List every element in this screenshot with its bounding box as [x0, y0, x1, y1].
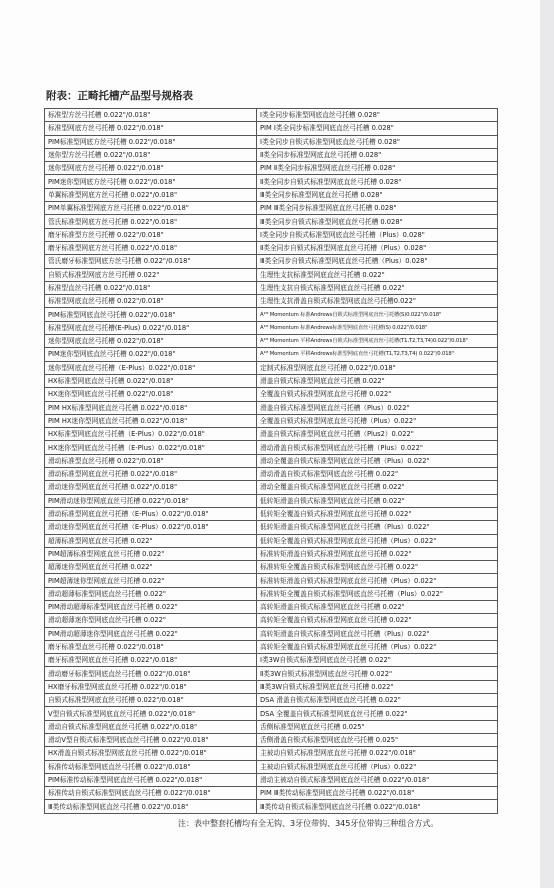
cell-right: DSA 全覆盖自锁式标准型网底直丝弓托槽 0.022": [257, 707, 498, 720]
cell-right: 标准转矩全覆盖自锁式标准型网底直丝弓托槽 0.022": [257, 561, 498, 574]
cell-right: 滑盖自锁式标准型网底直丝弓托槽（Plus2）0.022": [257, 428, 498, 441]
table-row: [45, 109, 498, 122]
cell-left: PIM HX迷你型网底直丝弓托槽 0.022"/0.018": [45, 414, 257, 427]
cell-left: PIM迷你型网底直丝弓托槽 0.022"/0.018": [45, 348, 257, 361]
table-row: [45, 547, 498, 560]
cell-right: A¹ᴹ Momentum 标准Andrews自锁式标准型网底直丝弓托槽(S)0.022"/0.018": [257, 308, 498, 321]
cell-right: 低转矩滑盖自锁式标准型网底直丝弓托槽（Plus）0.022": [257, 521, 498, 534]
cell-left: PIM单翼标准型网底方丝弓托槽 0.022"/0.018": [45, 202, 257, 215]
cell-left: HX迷你型网底直丝弓托槽 0.022"/0.018": [45, 388, 257, 401]
cell-right: Ⅲ类全同步自锁式标准型网底直丝弓托槽（Plus）0.028": [257, 255, 498, 268]
table-row: [45, 507, 498, 520]
table-row: [45, 241, 498, 254]
cell-right: 主被动自锁式标准型网底直丝弓托槽（Plus）0.022": [257, 760, 498, 773]
table-row: [45, 401, 498, 414]
table-row: [45, 228, 498, 241]
cell-right: 高转矩滑盖自锁式标准型网底直丝弓托槽 0.022": [257, 600, 498, 613]
cell-left: 滑动迷你型网底直丝弓托槽（E-Plus）0.022"/0.018": [45, 521, 257, 534]
table-row: [45, 773, 498, 786]
table-row: [45, 667, 498, 680]
cell-left: 自锁式标准型网底直丝弓托槽 0.022"/0.018": [45, 694, 257, 707]
cell-right: Ⅰ类全同步自锁式标准型网底直丝弓托槽 0.028": [257, 135, 498, 148]
cell-left: PIM超薄标准型网底直丝弓托槽 0.022": [45, 547, 257, 560]
cell-right: 标准转矩滑盖自锁式标准型网底直丝弓托槽 0.022": [257, 547, 498, 560]
cell-right: Ⅱ类全同步自锁式标准型网底直丝弓托槽 0.028": [257, 175, 498, 188]
cell-left: 管氏磨牙标准型网底方丝弓托槽 0.022"/0.018": [45, 255, 257, 268]
cell-left: 滑动迷你型网底直丝弓托槽 0.022"/0.018": [45, 481, 257, 494]
cell-right: 高转矩全覆盖自锁式标准型网底直丝弓托槽（Plus）0.022": [257, 640, 498, 653]
table-row: [45, 800, 498, 813]
table-row: [45, 348, 498, 361]
table-row: [45, 521, 498, 534]
cell-right: 滑动全覆盖自锁式标准型网底直丝弓托槽 0.022": [257, 481, 498, 494]
table-row: [45, 388, 498, 401]
cell-right: 滑盖自锁式标准型网底直丝弓托槽（Plus）0.022": [257, 401, 498, 414]
cell-left: HX磨牙标准型网底直丝弓托槽 0.022"/0.018": [45, 680, 257, 693]
table-row: [45, 215, 498, 228]
spec-table: [44, 108, 498, 814]
cell-left: 滑动自锁式标准型网底直丝弓托槽 0.022"/0.018": [45, 720, 257, 733]
table-row: [45, 640, 498, 653]
cell-left: HX标准型网底直丝弓托槽 0.022"/0.018": [45, 374, 257, 387]
cell-left: 滑动V型自锁式标准型网底直丝弓托槽 0.022"/0.018": [45, 733, 257, 746]
cell-right: PIM Ⅱ类全同步标准型网底直丝弓托槽 0.028": [257, 162, 498, 175]
cell-right: 高转矩全覆盖自锁式标准型网底直丝弓托槽 0.022": [257, 614, 498, 627]
spec-table-body: [45, 109, 498, 814]
cell-right: 低转矩全覆盖自锁式标准型网底直丝弓托槽（Plus）0.022": [257, 534, 498, 547]
cell-left: HX迷你型网底直丝弓托槽（E-Plus）0.022"/0.018": [45, 441, 257, 454]
cell-right: 滑动主被动自锁式标准型网底直丝弓托槽 0.022"/0.018": [257, 773, 498, 786]
table-row: [45, 188, 498, 201]
cell-right: A¹ᴹ Momentum 标准Andrews标准型网底直丝弓托槽(S) 0.022"/0.018": [257, 321, 498, 334]
cell-left: 磨牙标准型直丝弓托槽 0.022"/0.018": [45, 640, 257, 653]
cell-right: Ⅲ类全同步标准型网底直丝弓托槽 0.028": [257, 188, 498, 201]
cell-left: 标准传动自锁式标准型网底直丝弓托槽 0.022"/0.018": [45, 787, 257, 800]
cell-right: DSA 滑盖自锁式标准型网底直丝弓托槽 0.022": [257, 694, 498, 707]
cell-right: 定制式标准型网底直丝弓托槽 0.022"/0.018": [257, 361, 498, 374]
table-row: [45, 441, 498, 454]
table-row: [45, 335, 498, 348]
cell-right: 滑动滑盖自锁式标准型网底直丝弓托槽 0.022": [257, 468, 498, 481]
cell-right: 舌侧滑盖自锁式标准型网底直丝弓托槽 0.025": [257, 733, 498, 746]
cell-right: Ⅱ类3W自锁式标准型网底直丝弓托槽 0.022": [257, 667, 498, 680]
cell-right: 主被动自锁式标准型网底直丝弓托槽 0.022"/0.018": [257, 747, 498, 760]
table-row: [45, 747, 498, 760]
table-row: [45, 654, 498, 667]
cell-left: 滑动标准型网底直丝弓托槽（E-Plus）0.022"/0.018": [45, 507, 257, 520]
footnote: 注：表中整套托槽均有全无钩、3牙位带钩、345牙位带钩三种组合方式。: [178, 819, 439, 828]
cell-right: 滑盖自锁式标准型网底直丝弓托槽 0.022": [257, 374, 498, 387]
table-row: [45, 122, 498, 135]
cell-right: 全覆盖自锁式标准型网底直丝弓托槽（Plus）0.022": [257, 414, 498, 427]
cell-left: 超薄迷你型网底直丝弓托槽 0.022": [45, 561, 257, 574]
table-row: [45, 162, 498, 175]
cell-right: PIM Ⅲ类全同步标准型网底直丝弓托槽 0.028": [257, 202, 498, 215]
cell-right: 低转矩全覆盖自锁式标准型网底直丝弓托槽 0.022": [257, 507, 498, 520]
cell-left: HX滑盖自锁式标准型网底直丝弓托槽 0.022"/0.018": [45, 747, 257, 760]
cell-left: 迷你型网底直丝弓托槽 0.022"/0.018": [45, 335, 257, 348]
cell-right: 标准转矩全覆盖自锁式标准型网底直丝弓托槽（Plus）0.022": [257, 587, 498, 600]
cell-left: 磨牙标准型网底直丝弓托槽 0.022"/0.018": [45, 654, 257, 667]
cell-right: 滑动全覆盖自锁式标准型网底直丝弓托槽（Plus）0.022": [257, 454, 498, 467]
cell-left: 自锁式标准型网底方丝弓托槽 0.022": [45, 268, 257, 281]
cell-left: 标准型直丝弓托槽 0.022"/0.018": [45, 281, 257, 294]
table-row: [45, 720, 498, 733]
cell-right: Ⅱ类全同步标准型网底直丝弓托槽 0.028": [257, 148, 498, 161]
cell-right: 标准转矩滑盖自锁式标准型网底直丝弓托槽（Plus）0.022": [257, 574, 498, 587]
table-row: [45, 481, 498, 494]
cell-right: Ⅲ类3W自锁式标准型网底直丝弓托槽 0.022": [257, 680, 498, 693]
table-row: [45, 148, 498, 161]
cell-left: 迷你型网底直丝弓托槽（E-Plus）0.022"/0.018": [45, 361, 257, 374]
cell-right: 高转矩滑盖自锁式标准型网底直丝弓托槽（Plus）0.022": [257, 627, 498, 640]
cell-left: 管氏标准型网底方丝弓托槽 0.022"/0.018": [45, 215, 257, 228]
cell-left: PIM滑动迷你型网底直丝弓托槽 0.022"/0.018": [45, 494, 257, 507]
cell-left: HX标准型网底直丝弓托槽（E-Plus）0.022"/0.018": [45, 428, 257, 441]
cell-left: 磨牙标准型网底方丝弓托槽 0.022"/0.018": [45, 241, 257, 254]
table-row: [45, 268, 498, 281]
table-row: [45, 414, 498, 427]
table-row: [45, 202, 498, 215]
cell-right: Ⅱ类全同步自锁式标准型网底直丝弓托槽（Plus）0.028": [257, 241, 498, 254]
table-row: [45, 321, 498, 334]
cell-left: PIM超薄迷你型网底直丝弓托槽 0.022": [45, 574, 257, 587]
cell-right: 舌侧标准型网底直丝弓托槽 0.025": [257, 720, 498, 733]
cell-left: 滑动标准型网底直丝弓托槽 0.022"/0.018": [45, 468, 257, 481]
table-row: [45, 760, 498, 773]
cell-left: 标准型网底直丝弓托槽(E-Plus) 0.022"/0.018": [45, 321, 257, 334]
table-row: [45, 707, 498, 720]
cell-left: Ⅲ类传动标准型网底直丝弓托槽 0.022"/0.018": [45, 800, 257, 813]
page-title: 附表：正畸托槽产品型号规格表: [46, 90, 193, 102]
cell-left: 迷你型方丝弓托槽 0.022"/0.018": [45, 148, 257, 161]
cell-right: Ⅲ类传动自锁式标准型网底直丝弓托槽 0.022"/0.018": [257, 800, 498, 813]
table-row: [45, 694, 498, 707]
cell-right: Ⅰ类全同步标准型网底直丝弓托槽 0.028": [257, 109, 498, 122]
table-row: [45, 361, 498, 374]
table-row: [45, 534, 498, 547]
cell-left: 超薄标准型网底直丝弓托槽 0.022": [45, 534, 257, 547]
table-row: [45, 135, 498, 148]
table-row: [45, 295, 498, 308]
cell-right: 生理性支抗滑盖自锁式标准型网底直丝弓托槽0.022": [257, 295, 498, 308]
table-row: [45, 255, 498, 268]
cell-right: 生理性支抗自锁式标准型网底直丝弓托槽 0.022": [257, 281, 498, 294]
cell-right: A¹ᴹ Momentum 平移Andrews自锁式标准型网底直丝弓托槽(T1,T2,T3,T4)0.022"/0.018": [257, 335, 498, 348]
cell-left: V型自锁式标准型网底直丝弓托槽 0.022"/0.018": [45, 707, 257, 720]
cell-left: 标准型网底方丝弓托槽 0.022"/0.018": [45, 122, 257, 135]
cell-left: 滑动超薄迷你型网底直丝弓托槽 0.022": [45, 614, 257, 627]
table-row: [45, 574, 498, 587]
table-row: [45, 614, 498, 627]
table-row: [45, 308, 498, 321]
cell-left: 滑动标准型直丝弓托槽 0.022"/0.018": [45, 454, 257, 467]
cell-left: PIM HX标准型网底直丝弓托槽 0.022"/0.018": [45, 401, 257, 414]
cell-right: PIM Ⅲ类传动标准型网底直丝弓托槽 0.022"/0.018": [257, 787, 498, 800]
cell-left: PIM标准型网底方丝弓托槽 0.022"/0.018": [45, 135, 257, 148]
cell-left: 滑动磨牙标准型网底直丝弓托槽 0.022"/0.018": [45, 667, 257, 680]
cell-left: 磨牙标准型方丝弓托槽 0.022"/0.018": [45, 228, 257, 241]
table-row: [45, 627, 498, 640]
cell-right: 生理性支抗标准型网底直丝弓托槽 0.022": [257, 268, 498, 281]
cell-left: PIM滑动超薄标准型网底直丝弓托槽 0.022": [45, 600, 257, 613]
cell-right: Ⅰ类3W自锁式标准型网底直丝弓托槽 0.022": [257, 654, 498, 667]
cell-left: 单翼标准型网底方丝弓托槽 0.022"/0.018": [45, 188, 257, 201]
cell-left: PIM标准传动标准型网底直丝弓托槽 0.022"/0.018": [45, 773, 257, 786]
table-row: [45, 494, 498, 507]
cell-right: 低转矩滑盖自锁式标准型网底直丝弓托槽 0.022": [257, 494, 498, 507]
scroll-strip: [540, 0, 554, 888]
cell-left: PIM滑动超薄迷你型网底直丝弓托槽 0.022": [45, 627, 257, 640]
table-row: [45, 468, 498, 481]
table-row: [45, 561, 498, 574]
table-row: [45, 175, 498, 188]
cell-right: Ⅲ类全同步自锁式标准型网底直丝弓托槽 0.028": [257, 215, 498, 228]
table-row: [45, 787, 498, 800]
table-row: [45, 733, 498, 746]
table-row: [45, 680, 498, 693]
cell-right: A¹ᴹ Momentum 平移Andrews标准型网底直丝弓托槽(T1,T2,T3,T4) 0.022"/0.018": [257, 348, 498, 361]
cell-left: PIM迷你型网底方丝弓托槽 0.022"/0.018": [45, 175, 257, 188]
cell-left: 滑动超薄标准型网底直丝弓托槽 0.022": [45, 587, 257, 600]
cell-right: Ⅰ类全同步自锁式标准型网底直丝弓托槽（Plus）0.028": [257, 228, 498, 241]
cell-right: PIM Ⅰ类全同步标准型网底直丝弓托槽 0.028": [257, 122, 498, 135]
table-row: [45, 454, 498, 467]
cell-left: 迷你型网底方丝弓托槽 0.022"/0.018": [45, 162, 257, 175]
table-row: [45, 428, 498, 441]
table-row: [45, 281, 498, 294]
cell-right: 全覆盖自锁式标准型网底直丝弓托槽 0.022": [257, 388, 498, 401]
cell-left: 标准型网底直丝弓托槽 0.022"/0.018": [45, 295, 257, 308]
table-row: [45, 587, 498, 600]
cell-left: 标准传动标准型网底直丝弓托槽 0.022"/0.018": [45, 760, 257, 773]
table-row: [45, 600, 498, 613]
cell-left: 标准型方丝弓托槽 0.022"/0.018": [45, 109, 257, 122]
cell-left: PIM标准型网底直丝弓托槽 0.022"/0.018": [45, 308, 257, 321]
cell-right: 滑动滑盖自锁式标准型网底直丝弓托槽（Plus）0.022": [257, 441, 498, 454]
table-row: [45, 374, 498, 387]
